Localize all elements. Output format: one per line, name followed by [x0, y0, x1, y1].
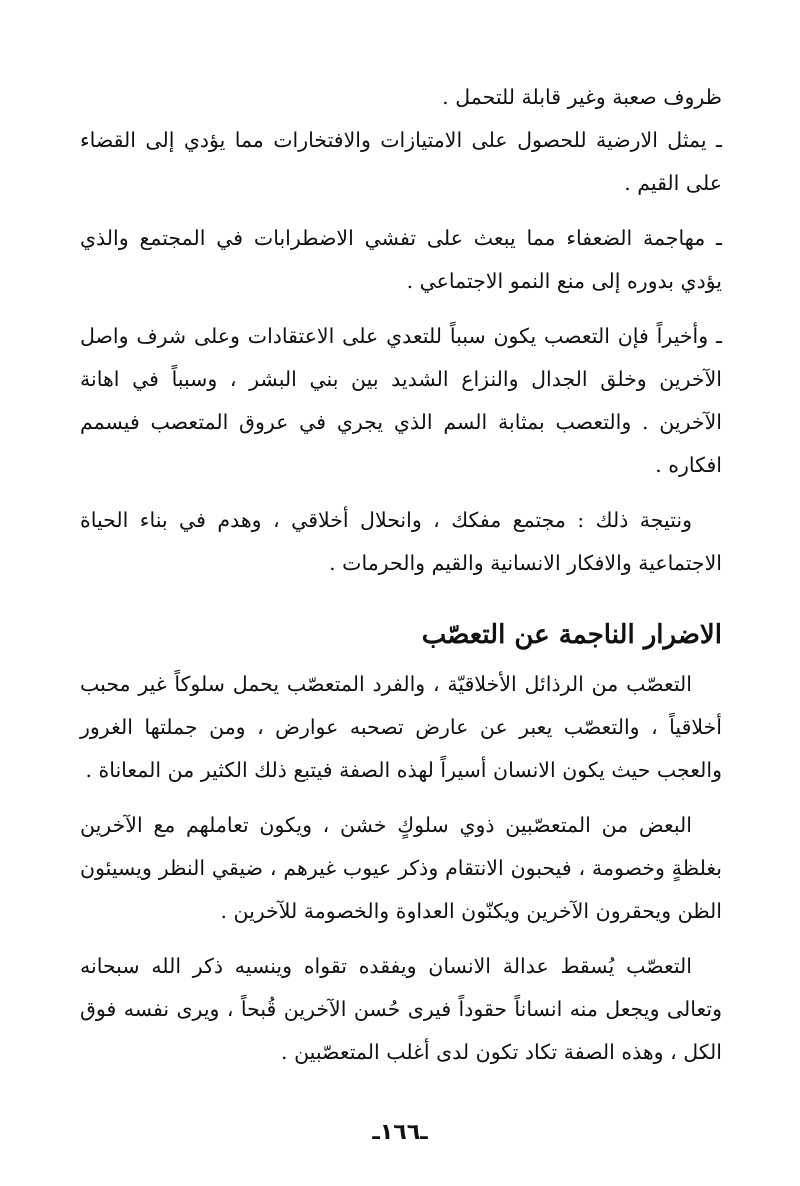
paragraph: التعصّب يُسقط عدالة الانسان ويفقده تقواه وينسيه ذكر الله سبحانه وتعالى ويجعل منه انساناً حقوداً فيرى حُسن الآخرين قُبحاً ، ويرى نفسه فوق الكل ، وهذه الصفة تكاد تكون لدى أغلب المتعصّبين . [80, 954, 722, 1064]
paragraph: ونتيجة ذلك : مجتمع مفكك ، وانحلال أخلاقي ، وهدم في بناء الحياة الاجتماعية والافكار الانسانية والقيم والحرمات . [80, 508, 722, 575]
paragraph: ـ وأخيراً فإن التعصب يكون سبباً للتعدي على الاعتقادات وعلى شرف واصل الآخرين وخلق الجدال والنزاع الشديد بين بني البشر ، وسبباً في اهانة الآخرين . والتعصب بمثابة السم الذي يجري في عروق المتعصب فيسمم افكاره . [80, 324, 722, 477]
page-number: ـ١٦٦ـ [372, 1120, 428, 1145]
paragraph: التعصّب من الرذائل الأخلاقيّة ، والفرد المتعصّب يحمل سلوكاً غير محبب أخلاقياً ، والتعصّب يعبر عن عارض تصحبه عوارض ، ومن جملتها الغرور والعجب حيث يكون الانسان أسيراً لهذه الصفة فيتبع ذلك الكثير من المعاناة . [80, 672, 722, 782]
paragraph: ـ مهاجمة الضعفاء مما يبعث على تفشي الاضطرابات في المجتمع والذي يؤدي بدوره إلى منع النمو الاجتماعي . [80, 226, 722, 293]
paragraph: ظروف صعبة وغير قابلة للتحمل . [442, 85, 722, 109]
page-body [80, 76, 722, 1086]
paragraph: ـ يمثل الارضية للحصول على الامتيازات والافتخارات مما يؤدي إلى القضاء على القيم . [80, 128, 722, 195]
paragraph: البعض من المتعصّبين ذوي سلوكٍ خشن ، ويكون تعاملهم مع الآخرين بغلظةٍ وخصومة ، فيحبون الانتقام وذكر عيوب غيرهم ، ضيقي النظر ويسيئون الظن ويحقرون الآخرين ويكنّون العداوة والخصومة للآخرين . [80, 813, 722, 923]
section-heading: الاضرار الناجمة عن التعصّب [421, 620, 722, 650]
